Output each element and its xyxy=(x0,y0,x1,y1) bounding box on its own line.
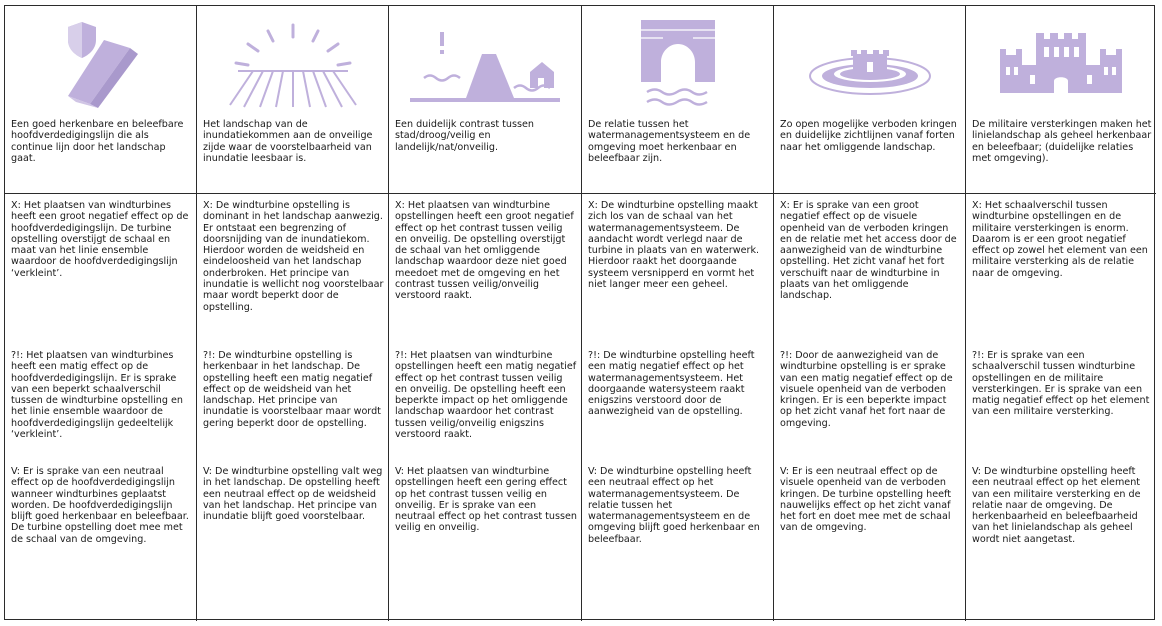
effect-v-text: V: Er is sprake van een neutraal effect op de hoofdverdedigingslijn wanneer windturbines geplaatst worden. De hoofdverdedigingslijn blijft goed herkenbaar en beleefbaar. De turbine opstelling doet mee met de schaal van de omgeving. xyxy=(11,466,189,545)
header-text-5: Zo open mogelijke verboden kringen en duidelijke zichtlijnen vanaf forten naar het omliggende landschap. xyxy=(780,119,957,153)
effect-q-text: ?!: Het plaatsen van windturbine opstellingen heeft een matig negatief effect op het contrast tussen veilig en onveilig. De opstelling heeft een beperkte impact op het omliggende landschap waardoor het contrast tussen veilig/onveilig enigszins verstoord raakt. xyxy=(395,350,577,441)
header-text-6: De militaire versterkingen maken het linielandschap als geheel herkenbaar en beleefbaar; (duidelijke relaties met omgeving). xyxy=(972,119,1152,164)
shield-bar-icon xyxy=(46,18,156,110)
effect-q-text: ?!: De windturbine opstelling is herkenbaar in het landschap. De opstelling heeft een matig negatief effect op de weidsheid van het landschap. Het principe van inundatie is voorstelbaar maar wordt gering beperkt door de opstelling. xyxy=(203,350,381,429)
effect-x-text: X: Het schaalverschil tussen windturbine opstellingen en de militaire versterkingen is enorm. Daarom is er een groot negatief effect op zowel het element van een militaire versterking als de relatie naar de omgeving. xyxy=(972,200,1148,279)
effect-v-text: V: De windturbine opstelling heeft een neutraal effect op het watermanagementsysteem. De relatie tussen het watermanagementsysteem en de omgeving blijft goed herkenbaar en beleefbaar. xyxy=(588,466,760,545)
effect-v-text: V: De windturbine opstelling valt weg in het landschap. De opstelling heeft een neutraal effect op de weidsheid van het landschap. Het principe van inundatie blijft goed voorstelbaar. xyxy=(203,466,383,523)
header-cell-3 xyxy=(389,6,582,194)
header-text-1: Een goed herkenbare en beleefbare hoofdverdedigingslijn die als continue lijn door het landschap gaat. xyxy=(11,119,184,164)
fort-island-icon xyxy=(805,24,935,104)
body-cell-1 xyxy=(5,194,197,621)
header-cell-2 xyxy=(197,6,389,194)
header-text-3: Een duidelijk contrast tussen stad/droog/veilig en landelijk/nat/onveilig. xyxy=(395,119,534,153)
effect-v-text: V: Het plaatsen van windturbine opstellingen heeft een gering effect op het contrast tussen veilig en onveilig. Er is sprake van een neutraal effect op het contrast tussen veilig en onveilig. xyxy=(395,466,577,534)
effect-v-text: V: Er is een neutraal effect op de visuele openheid van de verboden kringen. De turbine opstelling heeft nauwelijks effect op het zicht vanaf het fort en doet mee met de schaal van de omgeving. xyxy=(780,466,952,534)
header-cell-6 xyxy=(966,6,1156,194)
header-text-4: De relatie tussen het watermanagementsysteem en de omgeving moet herkenbaar en beleefbaar zijn. xyxy=(588,119,751,164)
body-cell-6 xyxy=(966,194,1156,621)
effect-q-text: ?!: Door de aanwezigheid van de windturbine opstelling is er sprake van een matig negatief effect op de visuele openheid van de verboden kringen. Er is een beperkte impact op het zicht vanaf het fort naar de omgeving. xyxy=(780,350,953,429)
header-cell-5 xyxy=(774,6,966,194)
body-cell-3 xyxy=(389,194,582,621)
header-text-2: Het landschap van de inundatiekommen aan de onveilige zijde waar de voorstelbaarheid van inundatie leesbaar is. xyxy=(203,119,373,164)
fortress-icon xyxy=(996,29,1126,99)
effect-x-text: X: De windturbine opstelling is dominant in het landschap aanwezig. Er ontstaat een begrenzing of doorsnijding van de inundatiekom. Hierdoor worden de weidsheid en eindeloosheid van het landschap onderbroken. Het principe van inundatie is wellicht nog voorstelbaar maar wordt beperkt door de opstelling. xyxy=(203,200,384,313)
effect-q-text: ?!: De windturbine opstelling heeft een matig negatief effect op het watermanagementsysteem. Het doorgaande watersysteem raakt enigszins verstoord door de aanwezigheid van de opstelling. xyxy=(588,350,755,418)
header-cell-4 xyxy=(582,6,774,194)
sluice-gate-icon xyxy=(633,16,723,112)
effect-x-text: X: Het plaatsen van windturbines heeft een groot negatief effect op de hoofdverdedigingslijn. De turbine opstelling overstijgt de schaal en maat van het linie ensemble waardoor de hoofdverdedigingslijn ‘verkleint’. xyxy=(11,200,189,279)
header-cell-1 xyxy=(5,6,197,194)
body-cell-4 xyxy=(582,194,774,621)
body-cell-5 xyxy=(774,194,966,621)
assessment-table xyxy=(4,5,1155,620)
effect-x-text: X: De windturbine opstelling maakt zich los van de schaal van het watermanagementsysteem. De aandacht wordt verlegd naar de turbine in plaats van en waterwerk. Hierdoor raakt het doorgaande systeem versnipperd en vormt het niet langer meer een geheel. xyxy=(588,200,760,291)
sunrise-field-icon xyxy=(228,19,358,109)
effect-q-text: ?!: Er is sprake van een schaalverschil tussen windturbine opstellingen en de militaire versterkingen. Er is sprake van een matig negatief effect op het element van een militaire versterking. xyxy=(972,350,1150,418)
body-cell-2 xyxy=(197,194,389,621)
effect-v-text: V: De windturbine opstelling heeft een neutraal effect op het element van een militaire versterking en de relatie naar de omgeving. De herkenbaarheid en beleefbaarheid van het linielandschap als geheel wordt niet aangetast. xyxy=(972,466,1141,545)
dike-house-icon xyxy=(410,24,560,104)
effect-x-text: X: Er is sprake van een groot negatief effect op de visuele openheid van de verboden kringen en de relatie met het access door de aanwezigheid van de windturbine opstelling. Het zicht vanaf het fort verschuift naar de windturbine in plaats van het omliggende landschap. xyxy=(780,200,957,302)
effect-q-text: ?!: Het plaatsen van windturbines heeft een matig effect op de hoofdverdedigingslijn. Er is sprake van een beperkt schaalverschil tussen de windturbine opstelling en het linie ensemble waardoor de hoofdverdedigingslijn gedeeltelijk ‘verkleint’. xyxy=(11,350,183,441)
effect-x-text: X: Het plaatsen van windturbine opstellingen heeft een groot negatief effect op het contrast tussen veilig en onveilig. De opstelling overstijgt de schaal van het omliggende landschap waardoor deze niet goed meedoet met de omgeving en het contrast tussen veilig/onveilig verstoord raakt. xyxy=(395,200,574,302)
